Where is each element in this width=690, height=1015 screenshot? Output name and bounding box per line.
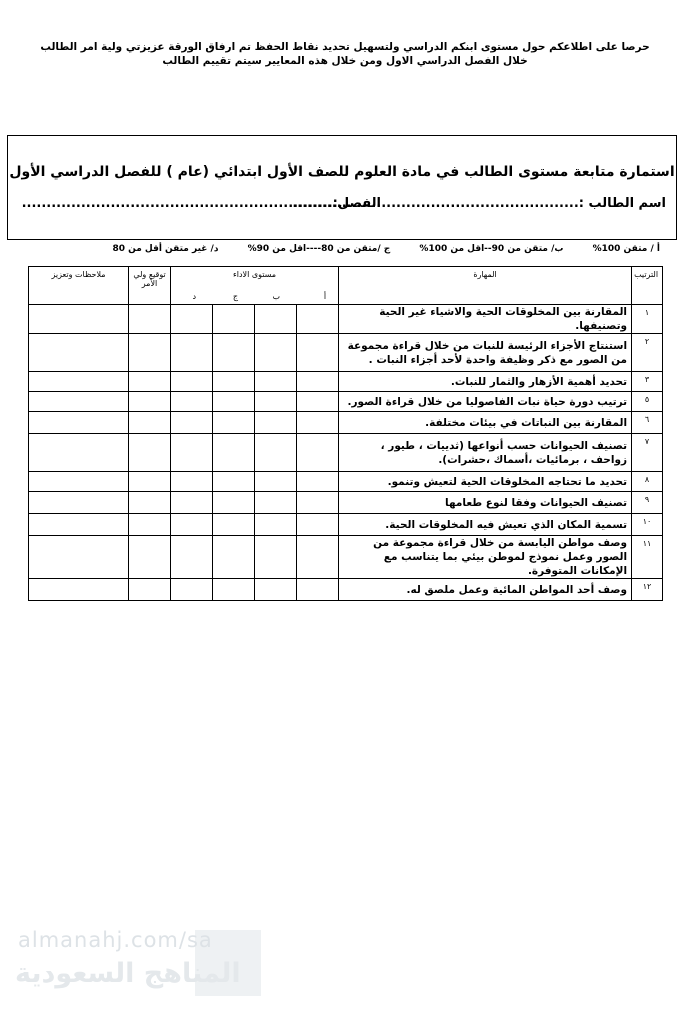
row-number: ١ — [632, 305, 663, 334]
row-skill: تصنيف الحيوانات حسب أنواعها (ثدييات ، طيور ، زواحف ، برمائيات ،أسماك ،حشرات). — [339, 434, 632, 472]
cell-level-b[interactable] — [255, 372, 297, 392]
row-skill: تحديد ما تحتاجه المخلوقات الحية لتعيش وتنمو. — [339, 472, 632, 492]
cell-level-a[interactable] — [297, 334, 339, 372]
header-skill: المهارة — [339, 267, 632, 305]
row-number: ٥ — [632, 392, 663, 412]
cell-level-a[interactable] — [297, 434, 339, 472]
cell-level-b[interactable] — [255, 305, 297, 334]
cell-level-d[interactable] — [171, 392, 213, 412]
cell-level-d[interactable] — [171, 472, 213, 492]
table-row — [29, 434, 663, 472]
table-row — [29, 514, 663, 536]
cell-level-d[interactable] — [171, 434, 213, 472]
header-order: الترتيب — [632, 267, 663, 305]
cell-notes[interactable] — [29, 579, 129, 601]
cell-level-c[interactable] — [213, 434, 255, 472]
table-row — [29, 536, 663, 579]
legend-c: ج /متقن من 80----اقل من 90% — [247, 244, 391, 254]
cell-level-d[interactable] — [171, 514, 213, 536]
cell-signature[interactable] — [129, 412, 171, 434]
form-title: استمارة متابعة مستوى الطالب في مادة العلوم للصف الأول ابتدائي (عام ) للفصل الدراسي الأول — [9, 164, 675, 180]
cell-notes[interactable] — [29, 372, 129, 392]
cell-level-a[interactable] — [297, 472, 339, 492]
row-skill: ترتيب دورة حياة نبات الفاصوليا من خلال قراءة الصور. — [339, 392, 632, 412]
cell-level-b[interactable] — [255, 492, 297, 514]
cell-level-d[interactable] — [171, 579, 213, 601]
cell-level-c[interactable] — [213, 392, 255, 412]
header-level-b: ب — [272, 292, 281, 301]
cell-signature[interactable] — [129, 392, 171, 412]
cell-level-c[interactable] — [213, 305, 255, 334]
cell-level-c[interactable] — [213, 412, 255, 434]
cell-level-c[interactable] — [213, 492, 255, 514]
cell-level-c[interactable] — [213, 536, 255, 579]
cell-notes[interactable] — [29, 305, 129, 334]
cell-level-b[interactable] — [255, 412, 297, 434]
row-number: ٣ — [632, 372, 663, 392]
cell-level-b[interactable] — [255, 434, 297, 472]
watermark-url: almanahj.com/sa — [18, 928, 213, 952]
header-level — [171, 267, 339, 305]
cell-level-a[interactable] — [297, 492, 339, 514]
table-row — [29, 412, 663, 434]
row-skill: وصف مواطن اليابسة من خلال قراءة مجموعة من الصور وعمل نموذج لموطن بيئي بما يتناسب مع الإمكانات المتوفرة. — [339, 536, 632, 579]
cell-signature[interactable] — [129, 492, 171, 514]
cell-level-b[interactable] — [255, 536, 297, 579]
cell-level-a[interactable] — [297, 392, 339, 412]
cell-level-c[interactable] — [213, 514, 255, 536]
legend-b: ب/ متقن من 90--اقل من 100% — [419, 244, 564, 254]
cell-notes[interactable] — [29, 492, 129, 514]
cell-level-d[interactable] — [171, 372, 213, 392]
cell-signature[interactable] — [129, 334, 171, 372]
cell-notes[interactable] — [29, 392, 129, 412]
cell-level-a[interactable] — [297, 536, 339, 579]
row-skill: تصنيف الحيوانات وفقا لنوع طعامها — [339, 492, 632, 514]
cell-level-b[interactable] — [255, 514, 297, 536]
header-level-d: د — [192, 292, 197, 301]
cell-level-a[interactable] — [297, 372, 339, 392]
form-header-box — [7, 135, 677, 240]
cell-notes[interactable] — [29, 472, 129, 492]
cell-notes[interactable] — [29, 536, 129, 579]
cell-level-d[interactable] — [171, 536, 213, 579]
header-notes: ملاحظات وتعزيز — [29, 267, 129, 305]
table-header-row — [29, 267, 663, 305]
cell-notes[interactable] — [29, 334, 129, 372]
skills-table — [28, 266, 663, 601]
cell-signature[interactable] — [129, 536, 171, 579]
grade-legend — [86, 244, 660, 254]
cell-level-a[interactable] — [297, 579, 339, 601]
legend-d: د/ غير متقن أقل من 80 — [112, 244, 219, 254]
row-skill: المقارنة بين النباتات في بيئات مختلفة. — [339, 412, 632, 434]
watermark-brand: المناهج السعودية — [15, 958, 241, 989]
cell-signature[interactable] — [129, 579, 171, 601]
cell-notes[interactable] — [29, 412, 129, 434]
class-field[interactable]: الفصل:............................................................... — [21, 196, 381, 211]
cell-level-b[interactable] — [255, 334, 297, 372]
row-number: ٢ — [632, 334, 663, 372]
cell-level-a[interactable] — [297, 305, 339, 334]
cell-level-d[interactable] — [171, 334, 213, 372]
row-number: ١٠ — [632, 514, 663, 536]
row-skill: تحديد أهمية الأزهار والثمار للنبات. — [339, 372, 632, 392]
row-number: ٧ — [632, 434, 663, 472]
table-row — [29, 492, 663, 514]
cell-level-c[interactable] — [213, 334, 255, 372]
row-skill: تسمية المكان الذي تعيش فيه المخلوقات الحية. — [339, 514, 632, 536]
cell-level-c[interactable] — [213, 372, 255, 392]
cell-notes[interactable] — [29, 514, 129, 536]
intro-text — [0, 40, 690, 68]
table-row — [29, 392, 663, 412]
cell-level-a[interactable] — [297, 412, 339, 434]
cell-level-d[interactable] — [171, 412, 213, 434]
cell-level-c[interactable] — [213, 579, 255, 601]
row-skill: وصف أحد المواطن المائية وعمل ملصق له. — [339, 579, 632, 601]
student-name-field[interactable]: اسم الطالب :.......................................................... — [292, 196, 666, 211]
cell-notes[interactable] — [29, 434, 129, 472]
cell-signature[interactable] — [129, 472, 171, 492]
header-signature: توقيع ولي الأمر — [129, 267, 171, 305]
intro-line-1: حرصا على اطلاعكم حول مستوى ابنكم الدراسي ولتسهيل تحديد نقاط الحفظ تم ارفاق الورقة عزيزتي ولية امر الطالب — [40, 41, 650, 53]
row-skill: المقارنة بين المخلوقات الحية والاشياء غير الحية وتصنيفها. — [339, 305, 632, 334]
cell-signature[interactable] — [129, 305, 171, 334]
table-row — [29, 305, 663, 334]
row-number: ٨ — [632, 472, 663, 492]
table-row — [29, 334, 663, 372]
intro-line-2: خلال الفصل الدراسي الاول ومن خلال هذه المعايير سيتم تقييم الطالب — [162, 55, 528, 67]
cell-level-b[interactable] — [255, 579, 297, 601]
legend-a: أ / متقن 100% — [592, 244, 660, 254]
row-number: ٦ — [632, 412, 663, 434]
header-level-c: ج — [232, 292, 239, 301]
cell-signature[interactable] — [129, 434, 171, 472]
cell-signature[interactable] — [129, 372, 171, 392]
cell-level-d[interactable] — [171, 492, 213, 514]
table-row — [29, 579, 663, 601]
cell-level-a[interactable] — [297, 514, 339, 536]
table-row — [29, 472, 663, 492]
table-row — [29, 372, 663, 392]
cell-level-c[interactable] — [213, 472, 255, 492]
cell-level-d[interactable] — [171, 305, 213, 334]
row-number: ١١ — [632, 536, 663, 579]
row-number: ١٢ — [632, 579, 663, 601]
header-level-a: أ — [323, 292, 327, 301]
header-level-title: مستوى الاداء — [232, 270, 277, 279]
row-skill: استنتاج الأجزاء الرئيسة للنبات من خلال قراءة مجموعة من الصور مع ذكر وظيفة واحدة لأحد أجزاء النبات . — [339, 334, 632, 372]
row-number: ٩ — [632, 492, 663, 514]
cell-level-b[interactable] — [255, 392, 297, 412]
cell-level-b[interactable] — [255, 472, 297, 492]
cell-signature[interactable] — [129, 514, 171, 536]
